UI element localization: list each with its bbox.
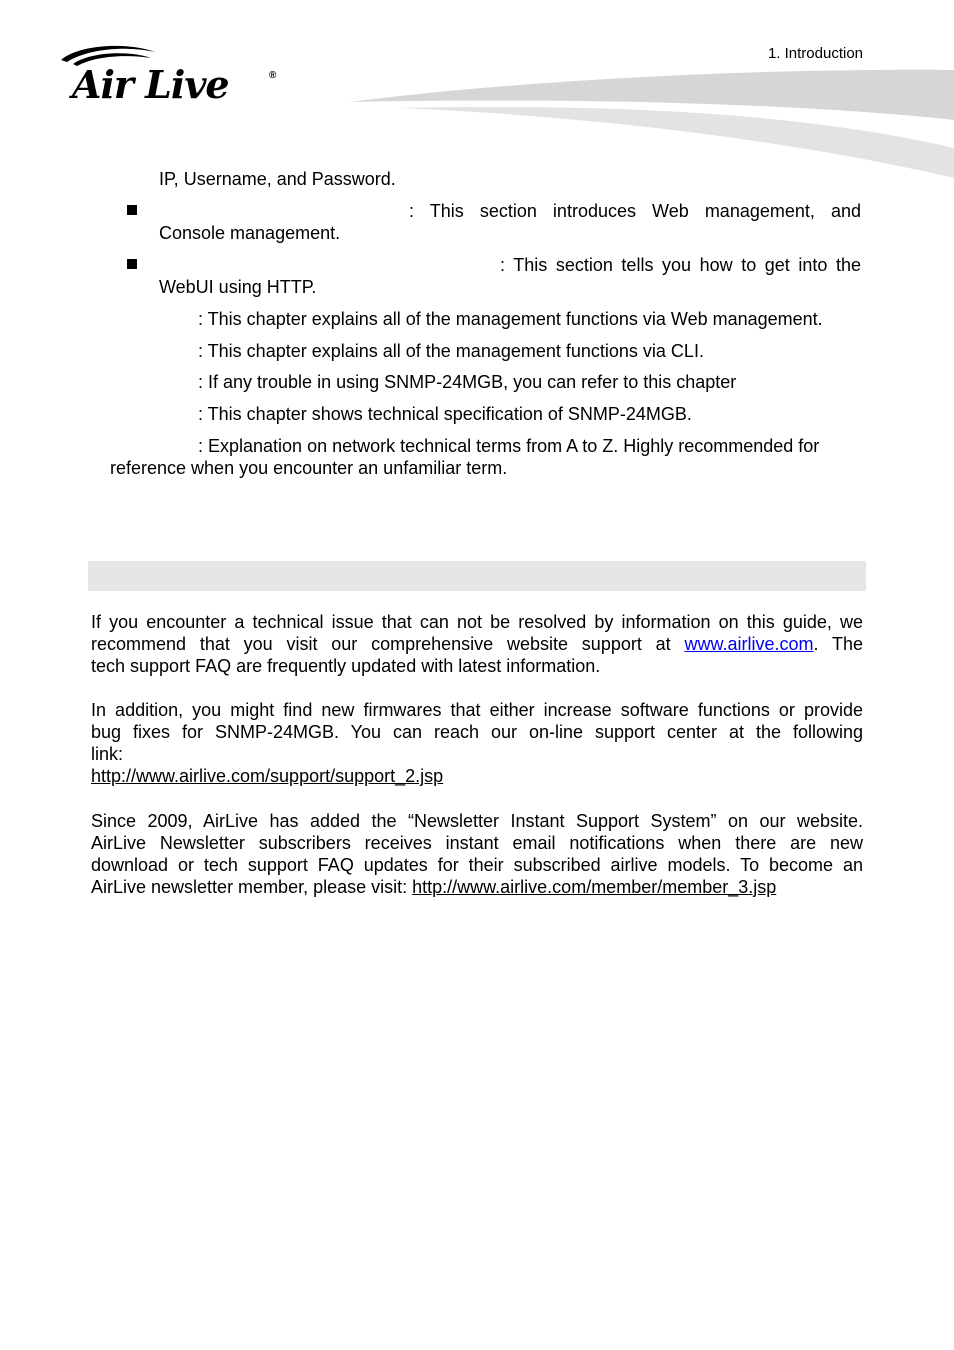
bullet-item-continuation: Console management. bbox=[159, 223, 341, 243]
support-paragraph-1: If you encounter a technical issue that can not be resolved by information on this guide, we bbox=[91, 612, 863, 632]
logo-text: Air Live bbox=[72, 62, 229, 107]
chapter-glossary-continuation: reference when you encounter an unfamiliar term. bbox=[110, 458, 508, 478]
support-paragraph-3: Since 2009, AirLive has added the “Newsletter Instant Support System” on our website. bbox=[91, 811, 863, 831]
chapter-web-management: : This chapter explains all of the management functions via Web management. bbox=[198, 309, 823, 329]
support-paragraph-3-line-2: AirLive Newsletter subscribers receives instant email notifications when there are new bbox=[91, 833, 863, 853]
support-paragraph-2-line-2: bug fixes for SNMP-24MGB. You can reach our on-line support center at the following bbox=[91, 722, 863, 742]
support-paragraph-2-line-3: link: bbox=[91, 744, 124, 764]
chapter-cli: : This chapter explains all of the management functions via CLI. bbox=[198, 341, 704, 361]
bullet-icon bbox=[127, 259, 137, 269]
section-header-bar bbox=[88, 561, 866, 591]
support-paragraph-2: In addition, you might find new firmwares that either increase software functions or provide bbox=[91, 700, 863, 720]
bullet-icon bbox=[127, 205, 137, 215]
support-paragraph-3-line-3: download or tech support FAQ updates for their subscribed airlive models. To become an bbox=[91, 855, 863, 875]
support-paragraph-1-line-2 bbox=[91, 633, 863, 655]
support-text: . The bbox=[813, 634, 863, 654]
chapter-glossary: : Explanation on network technical terms from A to Z. Highly recommended for bbox=[198, 436, 820, 456]
support-center-link[interactable]: http://www.airlive.com/support/support_2.jsp bbox=[91, 766, 444, 786]
support-paragraph-3-line-4 bbox=[91, 876, 776, 898]
newsletter-member-link[interactable]: http://www.airlive.com/member/member_3.jsp bbox=[412, 877, 777, 897]
airlive-logo bbox=[55, 42, 285, 106]
airlive-website-link[interactable]: www.airlive.com bbox=[684, 634, 814, 654]
overview-line: IP, Username, and Password. bbox=[159, 169, 396, 189]
support-paragraph-1-line-3: tech support FAQ are frequently updated with latest information. bbox=[91, 656, 601, 676]
support-link-row bbox=[91, 765, 443, 787]
section-label: 1. Introduction bbox=[767, 45, 863, 62]
support-text: recommend that you visit our comprehensive website support at bbox=[91, 634, 685, 654]
chapter-specification: : This chapter shows technical specification of SNMP-24MGB. bbox=[198, 404, 692, 424]
logo-registered-mark: ® bbox=[269, 70, 277, 81]
bullet-item-webui: : This section tells you how to get into the bbox=[500, 255, 861, 275]
bullet-item-continuation: WebUI using HTTP. bbox=[159, 277, 317, 297]
support-text: AirLive newsletter member, please visit: bbox=[91, 877, 413, 897]
bullet-item-web-console: : This section introduces Web management, and bbox=[409, 201, 861, 221]
chapter-troubleshooting: : If any trouble in using SNMP-24MGB, you can refer to this chapter bbox=[198, 372, 737, 392]
header-swoosh-graphic bbox=[340, 60, 954, 185]
